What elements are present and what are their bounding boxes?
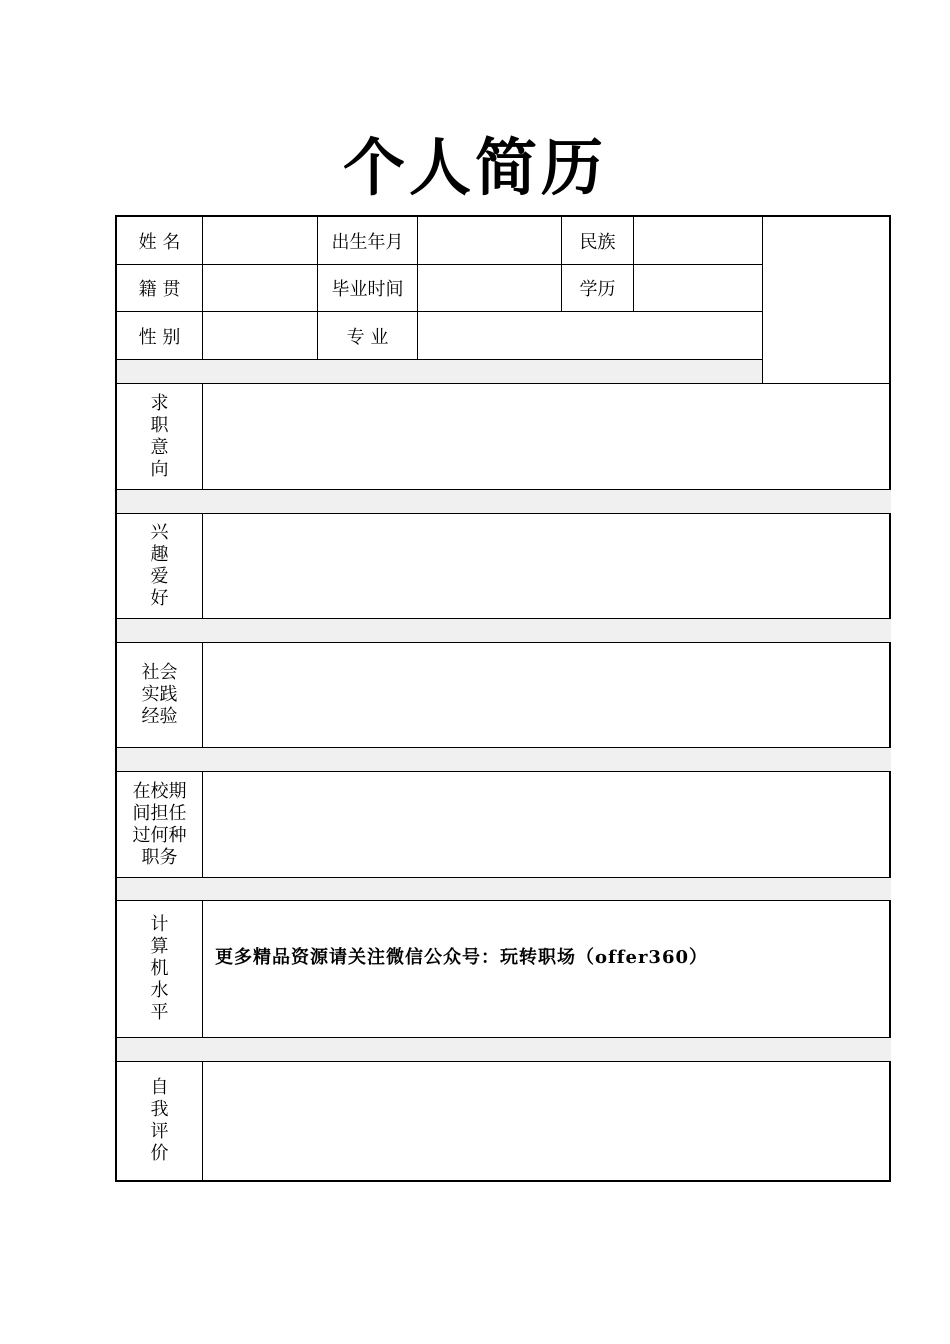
graduation-date-field[interactable] <box>418 265 562 312</box>
label-line: 社会 <box>141 662 178 683</box>
label-char: 我 <box>150 1099 169 1120</box>
section-label-job-intent <box>117 384 203 490</box>
label-char: 水 <box>150 980 169 1001</box>
section-divider <box>117 619 891 643</box>
section-label-hobbies <box>117 514 203 619</box>
section-label-school-positions <box>117 772 203 878</box>
label-char: 机 <box>150 958 169 979</box>
graduation-date-label: 毕业时间 <box>318 265 418 312</box>
label-char: 趣 <box>150 544 169 565</box>
label-char: 爱 <box>150 566 169 587</box>
section-label-computer-skills <box>117 901 203 1038</box>
section-content-job-intent[interactable] <box>203 384 891 490</box>
section-divider <box>117 490 891 514</box>
major-label: 专 业 <box>318 312 418 360</box>
birth-date-label: 出生年月 <box>318 217 418 265</box>
label-line: 职务 <box>141 846 178 868</box>
hometown-label: 籍 贯 <box>117 265 203 312</box>
label-line: 经验 <box>141 706 178 727</box>
section-divider <box>117 878 891 901</box>
label-char: 计 <box>150 914 169 935</box>
ethnicity-label: 民族 <box>562 217 634 265</box>
section-divider <box>117 360 763 384</box>
section-divider <box>117 1038 891 1062</box>
section-content-school-positions[interactable] <box>203 772 891 878</box>
label-line: 过何种 <box>132 824 187 846</box>
section-content-computer-skills[interactable] <box>203 901 891 1038</box>
gender-field[interactable] <box>203 312 318 360</box>
label-line: 在校期 <box>132 780 187 802</box>
label-char: 职 <box>150 414 169 436</box>
hometown-field[interactable] <box>203 265 318 312</box>
name-field[interactable] <box>203 217 318 265</box>
label-char: 意 <box>150 436 169 458</box>
section-label-self-evaluation <box>117 1062 203 1180</box>
resume-table <box>115 215 891 1182</box>
ethnicity-field[interactable] <box>634 217 763 265</box>
section-content-hobbies[interactable] <box>203 514 891 619</box>
section-divider <box>117 748 891 772</box>
section-content-self-evaluation[interactable] <box>203 1062 891 1180</box>
label-char: 兴 <box>150 522 169 543</box>
section-label-social-practice <box>117 643 203 748</box>
birth-date-field[interactable] <box>418 217 562 265</box>
label-char: 向 <box>150 458 169 480</box>
label-line: 实践 <box>141 684 178 705</box>
label-char: 评 <box>150 1121 169 1142</box>
label-line: 间担任 <box>132 802 187 824</box>
page-title: 个人简历 <box>342 131 607 204</box>
name-label: 姓 名 <box>117 217 203 265</box>
label-char: 好 <box>150 588 169 609</box>
label-char: 自 <box>150 1077 169 1098</box>
section-content-social-practice[interactable] <box>203 643 891 748</box>
major-field[interactable] <box>418 312 763 360</box>
label-char: 平 <box>150 1002 169 1023</box>
label-char: 算 <box>150 936 169 957</box>
education-field[interactable] <box>634 265 763 312</box>
education-label: 学历 <box>562 265 634 312</box>
label-char: 价 <box>150 1143 169 1164</box>
promo-note: 更多精品资源请关注微信公众号：玩转职场（offer360） <box>215 947 708 968</box>
gender-label: 性 别 <box>117 312 203 360</box>
label-char: 求 <box>150 392 169 414</box>
photo-box[interactable] <box>763 217 891 384</box>
